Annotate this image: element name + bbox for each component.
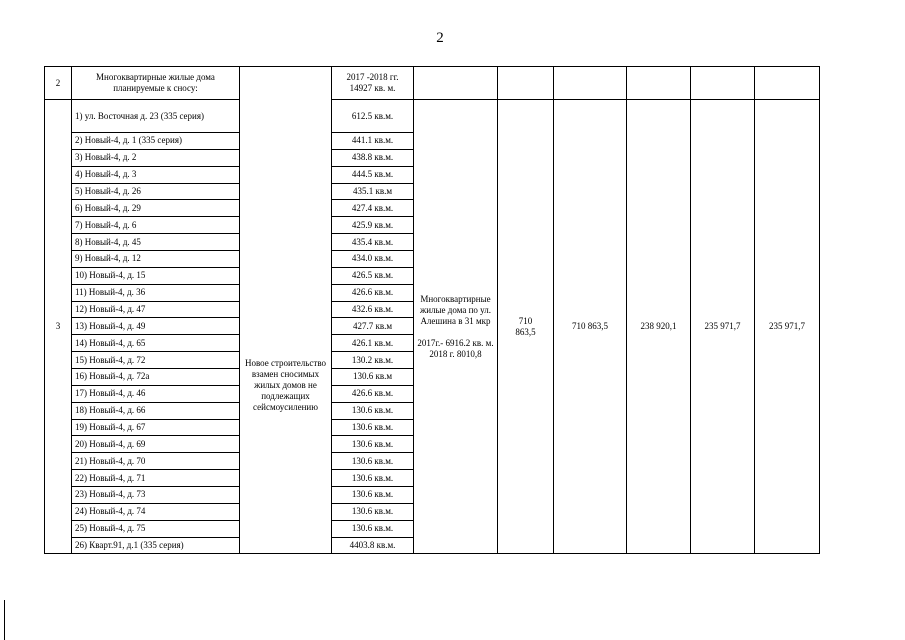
empty-cell	[554, 67, 627, 100]
building-area: 435.4 кв.м.	[332, 234, 414, 251]
building-name: 25) Новый-4, д. 75	[72, 520, 240, 537]
row-title: Многоквартирные жилые дома планируемые к сносу:	[72, 67, 240, 100]
building-name: 11) Новый-4, д. 36	[72, 284, 240, 301]
building-area: 426.5 кв.м.	[332, 267, 414, 284]
building-name: 21) Новый-4, д. 70	[72, 453, 240, 470]
scan-edge	[4, 600, 5, 640]
building-name: 9) Новый-4, д. 12	[72, 251, 240, 268]
building-area: 434.0 кв.м.	[332, 251, 414, 268]
building-name: 1) ул. Восточная д. 23 (335 серия)	[72, 100, 240, 133]
amount-col7: 238 920,1	[627, 100, 691, 554]
table-row	[45, 100, 820, 133]
area-cell: 2017 -2018 гг. 14927 кв. м.	[332, 67, 414, 100]
building-area: 427.4 кв.м.	[332, 200, 414, 217]
building-area: 425.9 кв.м.	[332, 217, 414, 234]
building-area: 435.1 кв.м	[332, 183, 414, 200]
building-area: 612.5 кв.м.	[332, 100, 414, 133]
building-name: 2) Новый-4, д. 1 (335 серия)	[72, 133, 240, 150]
building-name: 6) Новый-4, д. 29	[72, 200, 240, 217]
building-area: 444.5 кв.м.	[332, 166, 414, 183]
building-name: 16) Новый-4, д. 72а	[72, 369, 240, 386]
building-area: 438.8 кв.м.	[332, 149, 414, 166]
building-name: 8) Новый-4, д. 45	[72, 234, 240, 251]
amount-col6: 710 863,5	[554, 100, 627, 554]
page-number: 2	[436, 30, 444, 46]
row-number: 3	[45, 100, 72, 554]
building-name: 13) Новый-4, д. 49	[72, 318, 240, 335]
empty-cell	[755, 67, 820, 100]
building-area: 130.6 кв.м.	[332, 453, 414, 470]
building-name: 15) Новый-4, д. 72	[72, 352, 240, 369]
building-area: 130.2 кв.м.	[332, 352, 414, 369]
building-name: 22) Новый-4, д. 71	[72, 470, 240, 487]
purpose-text: Новое строительство взамен сносимых жилых домов не подлежащих сейсмоусилению	[244, 357, 327, 412]
building-name: 20) Новый-4, д. 69	[72, 436, 240, 453]
building-area: 441.1 кв.м.	[332, 133, 414, 150]
building-name: 5) Новый-4, д. 26	[72, 183, 240, 200]
building-area: 130.6 кв.м.	[332, 503, 414, 520]
building-area: 432.6 кв.м.	[332, 301, 414, 318]
building-name: 14) Новый-4, д. 65	[72, 335, 240, 352]
amount-total: 710 863,5	[498, 100, 554, 554]
building-area: 130.6 кв.м.	[332, 419, 414, 436]
amount-col8: 235 971,7	[691, 100, 755, 554]
building-area: 4403.8 кв.м.	[332, 537, 414, 554]
row-number: 2	[45, 67, 72, 100]
building-area: 426.1 кв.м.	[332, 335, 414, 352]
building-name: 7) Новый-4, д. 6	[72, 217, 240, 234]
building-name: 26) Кварт.91, д.1 (335 серия)	[72, 537, 240, 554]
building-name: 18) Новый-4, д. 66	[72, 402, 240, 419]
empty-cell	[414, 67, 498, 100]
building-area: 130.6 кв.м.	[332, 402, 414, 419]
building-area: 130.6 кв.м.	[332, 436, 414, 453]
building-name: 17) Новый-4, д. 46	[72, 385, 240, 402]
building-name: 24) Новый-4, д. 74	[72, 503, 240, 520]
purpose-cell	[240, 67, 332, 554]
building-area: 130.6 кв.м	[332, 369, 414, 386]
building-area: 426.6 кв.м.	[332, 385, 414, 402]
building-name: 3) Новый-4, д. 2	[72, 149, 240, 166]
object-cell	[414, 100, 498, 554]
building-name: 23) Новый-4, д. 73	[72, 487, 240, 504]
building-name: 4) Новый-4, д. 3	[72, 166, 240, 183]
building-area: 427.7 кв.м	[332, 318, 414, 335]
table-row-2	[45, 67, 820, 100]
building-name: 12) Новый-4, д. 47	[72, 301, 240, 318]
building-area: 426.6 кв.м.	[332, 284, 414, 301]
building-name: 19) Новый-4, д. 67	[72, 419, 240, 436]
empty-cell	[498, 67, 554, 100]
building-area: 130.6 кв.м.	[332, 520, 414, 537]
building-area: 130.6 кв.м.	[332, 470, 414, 487]
empty-cell	[627, 67, 691, 100]
object-title: Многоквартирные жилые дома по ул. Алешина в 31 мкр	[419, 293, 491, 326]
building-name: 10) Новый-4, д. 15	[72, 267, 240, 284]
empty-cell	[691, 67, 755, 100]
amount-col9: 235 971,7	[755, 100, 820, 554]
object-detail: 2017г.- 6916.2 кв. м. 2018 г. 8010,8	[417, 337, 494, 359]
buildings-table	[44, 66, 820, 554]
building-area: 130.6 кв.м.	[332, 487, 414, 504]
